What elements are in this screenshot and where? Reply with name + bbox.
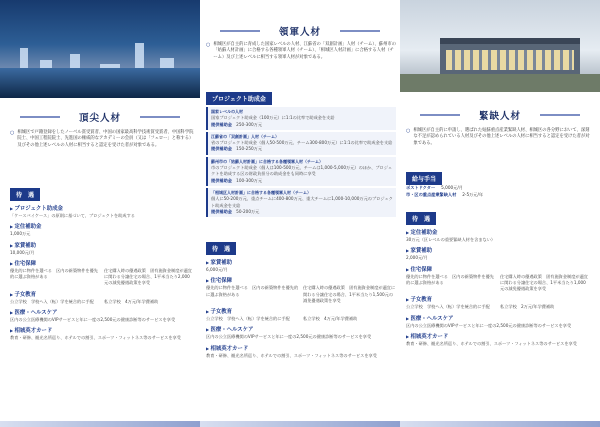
- salary-tag: 給与手当: [406, 172, 442, 185]
- education-block: [406, 304, 590, 310]
- column-top-talent: [0, 0, 200, 427]
- housing-block: [10, 268, 194, 287]
- intro-text: ○ 相城区が自主的に申請し、選ばれた姑蘇重点産業緊缺人材、相城区の各分野において、深刻な不足が認められている人材及びその他上述レベルの人材に相当すると認定を受けた者が対象である。: [406, 128, 590, 146]
- section-title: 領軍人材: [200, 22, 400, 40]
- edu-left: 公立学校 学校へ入（転）学を統合的に手配: [206, 316, 290, 322]
- education-block: [206, 316, 396, 322]
- item-title: ▶ 医療・ヘルスケア: [10, 308, 194, 316]
- column-shortage-talent: [400, 0, 600, 427]
- item-text: 教育・研修、観光名所巡り、ホテルでの割引、スポーツ・フィットネス等のサービスを享受: [406, 341, 577, 347]
- item-title: ▶ 家賃補助: [206, 258, 396, 266]
- item-text: 区内の公立医療機関のVIPサービスと年に一度の2,500元の健康診断等のサービスを享受: [406, 322, 572, 328]
- item-title: ▶ 子女教育: [10, 290, 194, 298]
- item-text: 1,000万元: [10, 231, 31, 237]
- housing-block: [406, 274, 590, 293]
- item-title: ▶ 家賃補助: [406, 246, 590, 254]
- item-title: ▶ 医療・ヘルスケア: [406, 314, 590, 322]
- benefits-tag: 待 遇: [10, 188, 40, 201]
- edu-left: 公立学校 学校へ入（転）学を統合的に手配: [406, 304, 490, 310]
- item-title: ▶ 住宅保障: [206, 276, 396, 284]
- housing-left: 優先的に物件を選べる 区内の新築物件を優先的に選ぶ資格がある: [206, 285, 299, 297]
- salary-table: ポストドクター 5,000元/月 市・区の重点産業緊缺人材 2-5万元/年: [406, 185, 484, 197]
- benefits-tag: 待 遇: [406, 212, 436, 225]
- section-title: 頂尖人材: [0, 108, 200, 126]
- item-text: 30万元（区レベルの重要緊缺人材を含まない）: [406, 237, 496, 242]
- footer-stripe: [200, 421, 400, 427]
- item-text: 「ケースバイケース」の原則に基づいて、プロジェクトを助成する: [10, 213, 135, 218]
- housing-left: 優先的に物件を選べる 区内の新築物件を優先的に選ぶ資格がある: [10, 267, 98, 280]
- project-grant-tag: プロジェクト助成金: [206, 92, 272, 105]
- section-title: 緊缺人材: [400, 106, 600, 124]
- edu-left: 公立学校 学校へ入（転）学を統合的に手配: [10, 298, 94, 304]
- item-title: ▶ 医療・ヘルスケア: [206, 325, 396, 333]
- housing-right: 住宅購入時の優遇政策 固有施資金制度が適宜に関わる分譲住宅の場合、1平米当たり2,000元の減免優遇政策を享受: [104, 267, 192, 286]
- edu-right: 私立学校 4万元/年学費補助: [303, 316, 358, 322]
- housing-right: 住宅購入時の優遇政策 固有施資金制度が適宜に関わる分譲住宅の場合、1平米当たり1,000元の減免優遇政策を享受: [500, 273, 588, 292]
- project-item: 「相城区人材計画」に合格する各種領軍人材（チーム） 個人に50-200万元、重点チームに400-800万元、重大チームに1,000-10,000万元のプロジェクト助成金を支給 提供補助金 50-200万元: [206, 188, 396, 217]
- housing-block: [206, 285, 396, 304]
- project-item: 国家レベルの人材 国家プロジェクト助成金（100万元）に1:1の比率で助成金を支給 提供補助金 250-300万元: [206, 107, 396, 130]
- item-title: ▶ 子女教育: [406, 295, 590, 303]
- intro-text: ○ 相城区で戸籍登録をしたノーベル賞受賞者、中国の国家最高科学技術賞受賞者、中国科学院院士、中国工程院院士、先進国の権威的なアカデミーの会員（又は「フェロー」と称する）及びその他上述レベルの人材に相当すると認定を受けた者が対象である。: [10, 130, 194, 148]
- item-text: 教育・研修、観光名所巡り、ホテルでの割引、スポーツ・フィットネス等のサービスを享受: [206, 352, 377, 358]
- item-title: ▶ 定住補助金: [406, 228, 590, 236]
- item-text: 10,000元/月: [10, 249, 35, 255]
- edu-right: 私立学校 4万元/年学費補助: [104, 298, 159, 304]
- item-title: ▶ 相城英才カード: [10, 326, 194, 334]
- city-night-photo: [0, 0, 200, 98]
- item-title: ▶ 住宅保障: [406, 265, 590, 273]
- benefits-tag: 待 遇: [206, 242, 236, 255]
- building-photo: [400, 0, 600, 92]
- item-text: 2,000元/月: [406, 255, 428, 261]
- housing-right: 住宅購入時の優遇政策 固有施資金制度が適宜に関わる分譲住宅の場合、1平米当たり1,500元の減免優遇政策を享受: [303, 285, 396, 303]
- footer-stripe: [0, 421, 200, 427]
- item-title: ▶ プロジェクト助成金: [10, 204, 194, 212]
- item-text: 区内の公立医療機関のVIPサービスと年に一度の2,500元の健康診断等のサービスを享受: [206, 334, 372, 340]
- column-leading-talent: [200, 0, 400, 427]
- project-item: 蘇州市の「姑蘇人材計画」に合格する各種領軍人材（チーム） 市のプロジェクト助成金（個人は100-500万元、チームは1,000-5,000万元）のほか、プロジェクトを助成する区の財政負担分の助成金をも同時に享受 提供補助金 100-300万元: [206, 157, 396, 186]
- item-title: ▶ 子女教育: [206, 307, 396, 315]
- project-item: 江蘇省の「双創計画」人材（チーム） 省のプロジェクト助成金（個人50-500万元、チーム300-800万元）に1:1の比率で助成金を支給 提供補助金 150-250万元: [206, 132, 396, 155]
- item-title: ▶ 定住補助金: [10, 222, 194, 230]
- item-title: ▶ 住宅保障: [10, 259, 194, 267]
- item-text: 教育・研修、観光名所巡り、ホテルでの割引、スポーツ・フィットネス等のサービスを享受: [10, 335, 181, 341]
- item-text: 6,000元/月: [206, 267, 228, 272]
- education-block: [10, 299, 194, 305]
- footer-stripe: [400, 421, 600, 427]
- intro-text: ○ 相城区が自主的に育成した国家レベルの人材、江蘇省の「双創計画」人材（チーム）、蘇州市の「姑蘇人材計画」に合格する各種領軍人材（チーム）、「相城区人材計画」に合格する人材（チーム）及び上述レベルに相当する領軍人材が対象である。: [206, 42, 396, 60]
- edu-right: 私立学校 2万元/年学費補助: [500, 304, 555, 310]
- item-text: 区内の公立医療機関のVIPサービスと年に一度の2,500元の健康診断等のサービスを享受: [10, 317, 176, 323]
- item-title: ▶ 相城英才カード: [206, 344, 396, 352]
- housing-left: 優先的に物件を選べる 区内の新築物件を優先的に選ぶ資格がある: [406, 273, 494, 285]
- item-title: ▶ 相城英才カード: [406, 332, 590, 340]
- item-title: ▶ 家賃補助: [10, 241, 194, 249]
